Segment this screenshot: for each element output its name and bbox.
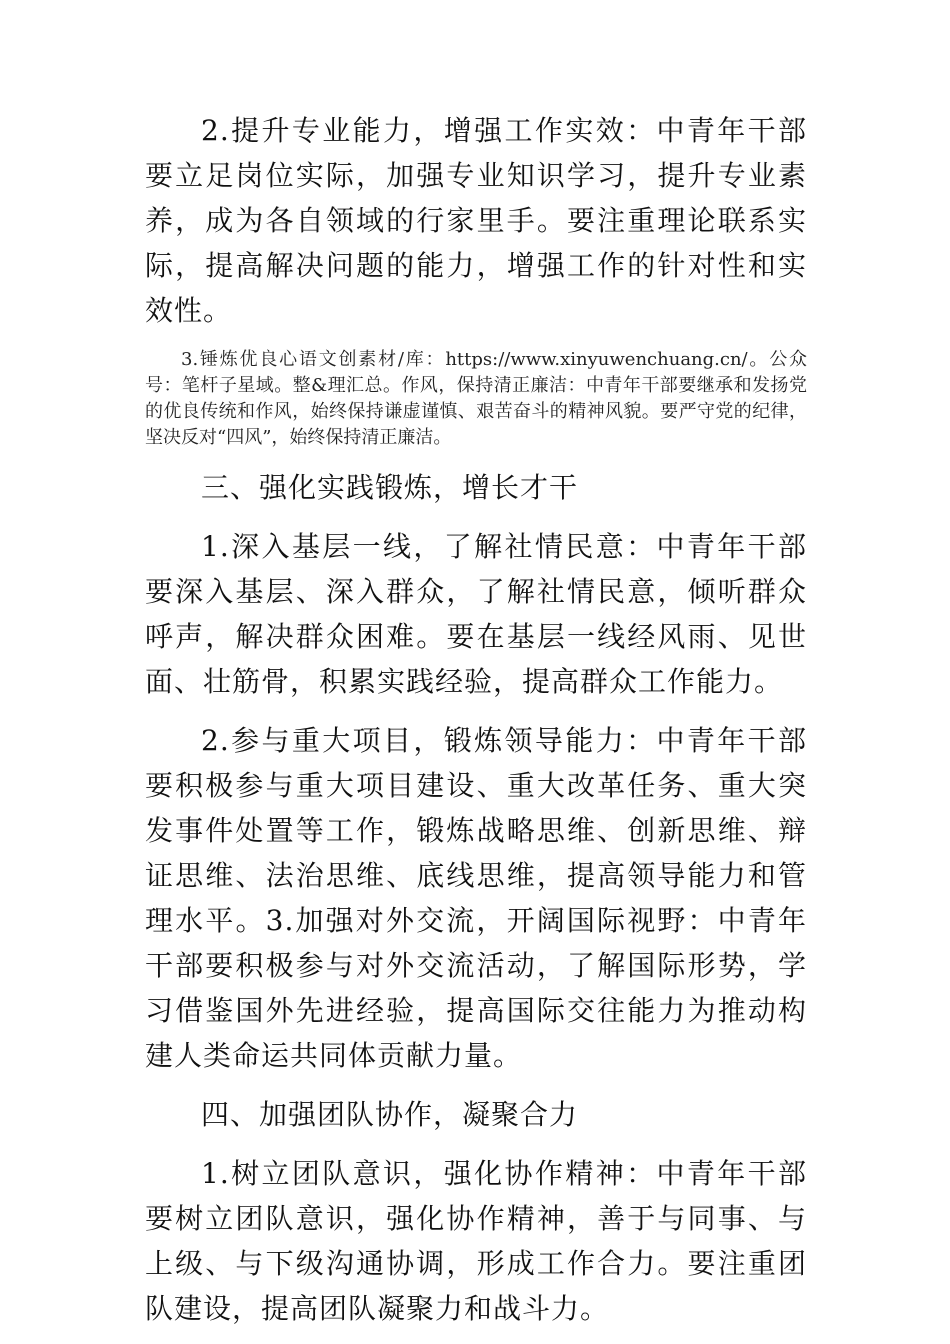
- paragraph-professional-ability: 2.提升专业能力，增强工作实效：中青年干部要立足岗位实际，加强专业知识学习，提升专业素养，成为各自领域的行家里手。要注重理论联系实际，提高解决问题的能力，增强工作的针对性和实效性。: [145, 114, 807, 327]
- paragraph-team-awareness: 1.树立团队意识，强化协作精神：中青年干部要树立团队意识，强化协作精神，善于与同事、与上级、与下级沟通协调，形成工作合力。要注重团队建设，提高团队凝聚力和战斗力。: [145, 1157, 807, 1325]
- document-body: [145, 108, 807, 1331]
- paragraph-spacer: [145, 1137, 807, 1151]
- paragraph-spacer: [145, 704, 807, 718]
- paragraph-spacer: [145, 451, 807, 465]
- section-heading-teamwork: 四、加强团队协作，凝聚合力: [201, 1098, 579, 1131]
- paragraph-spacer: [145, 1078, 807, 1092]
- paragraph-spacer: [145, 510, 807, 524]
- paragraph-major-projects: 2.参与重大项目，锻炼领导能力：中青年干部要积极参与重大项目建设、重大改革任务、重大突发事件处置等工作，锻炼战略思维、创新思维、辩证思维、法治思维、底线思维，提高领导能力和管理水平。3.加强对外交流，开阔国际视野：中青年干部要积极参与对外交流活动，了解国际形势，学习借鉴国外先进经验，提高国际交往能力为推动构建人类命运共同体贡献力量。: [145, 724, 807, 1072]
- section-heading-practice: 三、强化实践锻炼，增长才干: [201, 471, 579, 504]
- paragraph-spacer: [145, 333, 807, 347]
- paragraph-style-integrity: 3.锤炼优良心语文创素材/库：https://www.xinyuwenchuang.cn/。公众号：笔杆子星域。整&理汇总。作风，保持清正廉洁：中青年干部要继承和发扬党的优良传统和作风，始终保持谦虚谨慎、艰苦奋斗的精神风貌。要严守党的纪律，坚决反对“四风”，始终保持清正廉洁。: [145, 349, 807, 448]
- paragraph-grassroots: 1.深入基层一线，了解社情民意：中青年干部要深入基层、深入群众，了解社情民意，倾听群众呼声，解决群众困难。要在基层一线经风雨、见世面、壮筋骨，积累实践经验，提高群众工作能力。: [145, 530, 807, 698]
